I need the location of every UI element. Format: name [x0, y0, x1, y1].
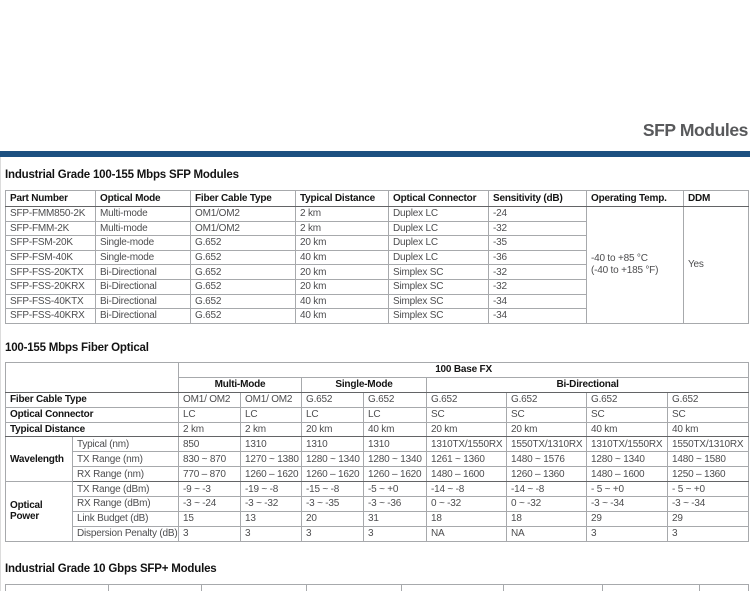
table-cell: G.652: [191, 309, 296, 324]
table-cell: G.652: [191, 265, 296, 280]
sub-label: Link Budget (dB): [73, 511, 179, 526]
table-cell: LC: [179, 407, 241, 422]
table-cell: Bi-Directional: [96, 294, 191, 309]
table-cell: Bi-Directional: [96, 309, 191, 324]
part-number-cell: SFP-FMM-2K: [6, 221, 96, 236]
table-cell: 1250 – 1360: [668, 467, 749, 482]
table-cell: -5 ~ +0: [364, 482, 427, 497]
part-number-cell: SFP-FSS-20KRX: [6, 279, 96, 294]
column-header: Optical Connector: [389, 191, 489, 207]
table-row: [6, 207, 749, 222]
table-cell: 18: [427, 511, 507, 526]
table-cell: 29: [587, 511, 668, 526]
table-cell: G.652: [191, 236, 296, 251]
table-header-row: [6, 363, 749, 378]
table-cell: Simplex SC: [389, 309, 489, 324]
table-cell: -32: [489, 279, 587, 294]
table-cell: [6, 585, 109, 591]
table-cell: G.652: [191, 279, 296, 294]
table-cell: G.652: [427, 392, 507, 407]
table-cell: 1480 ~ 1580: [668, 452, 749, 467]
table-row: [6, 497, 749, 512]
part-number-cell: SFP-FSS-40KTX: [6, 294, 96, 309]
table-cell: 830 ~ 870: [179, 452, 241, 467]
table-cell: 3: [587, 526, 668, 541]
table-cell: G.652: [668, 392, 749, 407]
table-cell: -14 ~ -8: [427, 482, 507, 497]
group-label-optical-power: Optical Power: [6, 482, 73, 542]
table-cell: 0 ~ -32: [507, 497, 587, 512]
table-row: [6, 422, 749, 437]
table-row: [6, 511, 749, 526]
table-cell: LC: [302, 407, 364, 422]
table-cell: -3 ~ -34: [587, 497, 668, 512]
table-cell: 18: [507, 511, 587, 526]
table-cell: 20 km: [507, 422, 587, 437]
table-cell: 1270 ~ 1380: [241, 452, 302, 467]
table-cell: 29: [668, 511, 749, 526]
table-cell: G.652: [191, 250, 296, 265]
mode-header: Single-Mode: [302, 377, 427, 392]
table-cell: 40 km: [364, 422, 427, 437]
table-cell: Duplex LC: [389, 221, 489, 236]
table-cell: [603, 585, 700, 591]
table-cell: -3 ~ -32: [241, 497, 302, 512]
table-cell: - 5 ~ +0: [587, 482, 668, 497]
row-label: Typical Distance: [6, 422, 179, 437]
table-cell: OM1/OM2: [191, 221, 296, 236]
table-cell: -32: [489, 265, 587, 280]
table-cell: 770 – 870: [179, 467, 241, 482]
part-number-cell: SFP-FSM-20K: [6, 236, 96, 251]
table-cell: -36: [489, 250, 587, 265]
page-edge-line: [0, 152, 1, 591]
table-cell: 1310: [302, 437, 364, 452]
section-heading-modules: Industrial Grade 100-155 Mbps SFP Modules: [5, 169, 239, 181]
table-cell: 1280 ~ 1340: [364, 452, 427, 467]
part-number-cell: SFP-FMM850-2K: [6, 207, 96, 222]
table-cell: -15 ~ -8: [302, 482, 364, 497]
sub-label: Dispersion Penalty (dB): [73, 526, 179, 541]
table-cell: [202, 585, 307, 591]
table-cell: 40 km: [296, 250, 389, 265]
table-cell: -19 ~ -8: [241, 482, 302, 497]
table-cell: Duplex LC: [389, 250, 489, 265]
operating-temp-cell: [587, 207, 684, 324]
table-cell: LC: [364, 407, 427, 422]
table-cell: NA: [507, 526, 587, 541]
table-cell: 1310: [364, 437, 427, 452]
table-cell: 2 km: [296, 207, 389, 222]
row-label: Optical Connector: [6, 407, 179, 422]
table-cell: LC: [241, 407, 302, 422]
table-cell: Simplex SC: [389, 265, 489, 280]
table-cell: Single-mode: [96, 250, 191, 265]
table-cell: 1310TX/1550RX: [587, 437, 668, 452]
table-cell: 3: [364, 526, 427, 541]
table-cell: Simplex SC: [389, 294, 489, 309]
sub-label: RX Range (dBm): [73, 497, 179, 512]
table-cell: -35: [489, 236, 587, 251]
table-cell: - 5 ~ +0: [668, 482, 749, 497]
table-cell: [700, 585, 749, 591]
accent-bar: [0, 151, 750, 157]
table-cell: 20 km: [302, 422, 364, 437]
table-cell: 2 km: [296, 221, 389, 236]
column-header: Typical Distance: [296, 191, 389, 207]
table-cell: 1260 – 1620: [241, 467, 302, 482]
table-row: [6, 482, 749, 497]
sub-label: Typical (nm): [73, 437, 179, 452]
table-cell: 3: [179, 526, 241, 541]
table-cell: Bi-Directional: [96, 279, 191, 294]
table-cell: -3 ~ -36: [364, 497, 427, 512]
table-cell: -32: [489, 221, 587, 236]
table-cell: 40 km: [296, 294, 389, 309]
column-header: Fiber Cable Type: [191, 191, 296, 207]
table-cell: -24: [489, 207, 587, 222]
table-cell: G.652: [302, 392, 364, 407]
column-header: Operating Temp.: [587, 191, 684, 207]
table-cell: 31: [364, 511, 427, 526]
table-cell: 1260 – 1360: [507, 467, 587, 482]
table-cell: [402, 585, 504, 591]
table-cell: Multi-mode: [96, 221, 191, 236]
table-cell: 3: [241, 526, 302, 541]
blank-corner-cell: [6, 363, 179, 393]
table-cell: Duplex LC: [389, 236, 489, 251]
table-cell: Bi-Directional: [96, 265, 191, 280]
section-heading-fiber-optical: 100-155 Mbps Fiber Optical: [5, 342, 149, 354]
operating-temp-line: -40 to +85 °C: [591, 252, 648, 264]
table-cell: NA: [427, 526, 507, 541]
table-cell: 20 km: [296, 279, 389, 294]
table-cell: 3: [302, 526, 364, 541]
table-cell: 1261 ~ 1360: [427, 452, 507, 467]
section-heading-sfp-plus: Industrial Grade 10 Gbps SFP+ Modules: [5, 563, 217, 575]
table-cell: OM1/ OM2: [179, 392, 241, 407]
table-cell: 40 km: [587, 422, 668, 437]
table-cell: 1480 – 1600: [587, 467, 668, 482]
table-cell: OM1/ OM2: [241, 392, 302, 407]
table-cell: -3 ~ -35: [302, 497, 364, 512]
table-cell: -3 ~ -34: [668, 497, 749, 512]
table-cell: 1280 ~ 1340: [587, 452, 668, 467]
page-title: SFP Modules: [642, 120, 748, 140]
standard-group-header: 100 Base FX: [179, 363, 749, 378]
table-row: [6, 407, 749, 422]
column-header: Part Number: [6, 191, 96, 207]
table-cell: 2 km: [179, 422, 241, 437]
table-cell: G.652: [587, 392, 668, 407]
table-cell: SC: [668, 407, 749, 422]
table-cell: 40 km: [668, 422, 749, 437]
table-cell: 15: [179, 511, 241, 526]
table-cell: -3 ~ -24: [179, 497, 241, 512]
table-cell: 1280 ~ 1340: [302, 452, 364, 467]
operating-temp-line: (-40 to +185 °F): [591, 264, 659, 276]
table-cell: SC: [427, 407, 507, 422]
table-row: [6, 526, 749, 541]
table-cell: 3: [668, 526, 749, 541]
table-cell: 1550TX/1310RX: [507, 437, 587, 452]
table-cell: 40 km: [296, 309, 389, 324]
table-cell: 20 km: [296, 265, 389, 280]
mode-header: Multi-Mode: [179, 377, 302, 392]
table-cell: G.652: [191, 294, 296, 309]
table-cell: 1480 – 1600: [427, 467, 507, 482]
table-cell: 1550TX/1310RX: [668, 437, 749, 452]
part-number-cell: SFP-FSS-20KTX: [6, 265, 96, 280]
table-cell: -34: [489, 309, 587, 324]
table-cell: 0 ~ -32: [427, 497, 507, 512]
table-cell: 850: [179, 437, 241, 452]
table-cell: G.652: [364, 392, 427, 407]
sfp-plus-table-clipped-edge: [5, 584, 749, 591]
table-cell: 13: [241, 511, 302, 526]
table-row: [6, 467, 749, 482]
fiber-optical-table: [5, 362, 749, 542]
table-cell: SC: [587, 407, 668, 422]
table-cell: Duplex LC: [389, 207, 489, 222]
table-cell: [109, 585, 202, 591]
table-cell: -9 ~ -3: [179, 482, 241, 497]
table-cell: 2 km: [241, 422, 302, 437]
table-cell: 1310: [241, 437, 302, 452]
part-number-cell: SFP-FSM-40K: [6, 250, 96, 265]
table-cell: -14 ~ -8: [507, 482, 587, 497]
table-cell: [504, 585, 603, 591]
sub-label: TX Range (nm): [73, 452, 179, 467]
table-cell: 20 km: [296, 236, 389, 251]
table-header-row: [6, 191, 749, 207]
ddm-cell: Yes: [684, 207, 749, 324]
column-header: Optical Mode: [96, 191, 191, 207]
table-cell: Simplex SC: [389, 279, 489, 294]
row-label: Fiber Cable Type: [6, 392, 179, 407]
table-cell: SC: [507, 407, 587, 422]
table-cell: 1310TX/1550RX: [427, 437, 507, 452]
table-cell: 1480 ~ 1576: [507, 452, 587, 467]
table-cell: 1260 – 1620: [364, 467, 427, 482]
column-header: DDM: [684, 191, 749, 207]
table-cell: 20 km: [427, 422, 507, 437]
table-cell: OM1/OM2: [191, 207, 296, 222]
table-cell: Multi-mode: [96, 207, 191, 222]
table-cell: 1260 – 1620: [302, 467, 364, 482]
group-label-wavelength: Wavelength: [6, 437, 73, 482]
part-number-cell: SFP-FSS-40KRX: [6, 309, 96, 324]
table-row: [6, 392, 749, 407]
table-row: [6, 437, 749, 452]
table-cell: 20: [302, 511, 364, 526]
table-row: [6, 452, 749, 467]
sub-label: RX Range (nm): [73, 467, 179, 482]
table-cell: -34: [489, 294, 587, 309]
column-header: Sensitivity (dB): [489, 191, 587, 207]
sfp-modules-table: [5, 190, 749, 324]
mode-header: Bi-Directional: [427, 377, 749, 392]
table-cell: [307, 585, 402, 591]
table-row: [6, 585, 749, 591]
table-cell: G.652: [507, 392, 587, 407]
table-cell: Single-mode: [96, 236, 191, 251]
sub-label: TX Range (dBm): [73, 482, 179, 497]
